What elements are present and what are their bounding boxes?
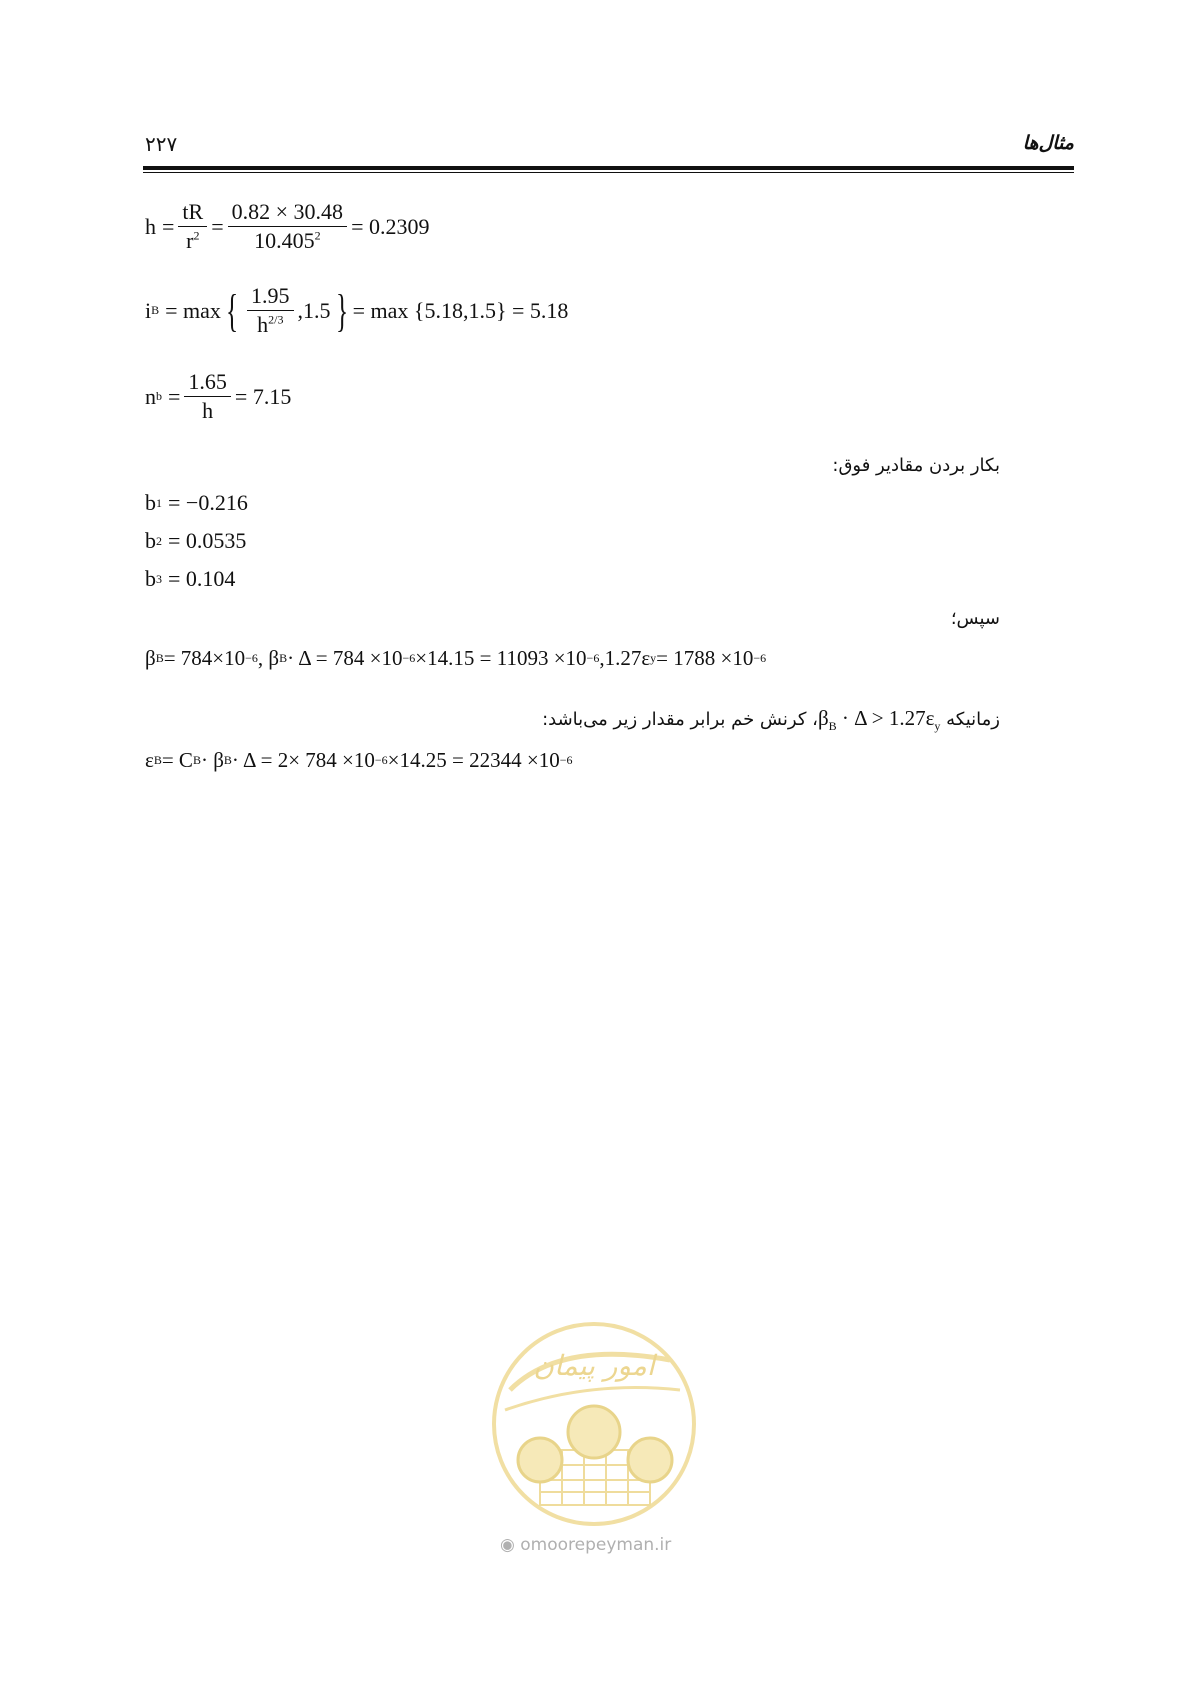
- svg-text:امور پیمان: امور پیمان: [533, 1349, 655, 1382]
- equation-epsilon: ε B = C B · β B · Δ = 2× 784 ×10 −6 ×14.25 = 22344 ×10 −6: [145, 748, 573, 772]
- header-rule: [143, 166, 1074, 170]
- watermark-url: ◉ omoorepeyman.ir: [500, 1535, 672, 1555]
- equation-beta: β B = 784×10 −6 , β B · Δ = 784 ×10 −6 ×14.15 = 11093 ×10 −6 ,1.27ε y = 1788 ×10 −6: [145, 646, 767, 670]
- section-title: مثال‌ها: [1022, 132, 1074, 154]
- page-number: ۲۲۷: [145, 132, 178, 156]
- header-rule-thin: [143, 172, 1074, 173]
- equation-nb: n b = $\frac{1.65}{h}$ = 7.15: [145, 369, 292, 424]
- b2-value: b 2 = 0.0535: [145, 528, 247, 553]
- paragraph-applying-values: بکار بردن مقادیر فوق:: [832, 455, 1000, 476]
- paragraph-then: سپس؛: [950, 608, 1000, 629]
- b3-value: b 3 = 0.104: [145, 566, 236, 591]
- equation-ib: i B = max { $\frac{1.95}{h^{2/3}}$ ,1.5 } = max {5.18,1.5} = 5.18: [145, 283, 569, 338]
- b1-value: b 1 = −0.216: [145, 490, 248, 515]
- watermark-logo: [490, 1320, 698, 1528]
- equation-h: h = $\frac{tR}{r^2}$ = $\frac{0.82 \times 30.48}{10.405^2}$ = 0.2309: [145, 199, 430, 254]
- paragraph-condition: زمانیکه $\beta_B \cdot \Delta$ > $1.27\varepsilon_y،$ کرنش خم برابر مقدار زیر می‌باشد:: [542, 706, 1000, 734]
